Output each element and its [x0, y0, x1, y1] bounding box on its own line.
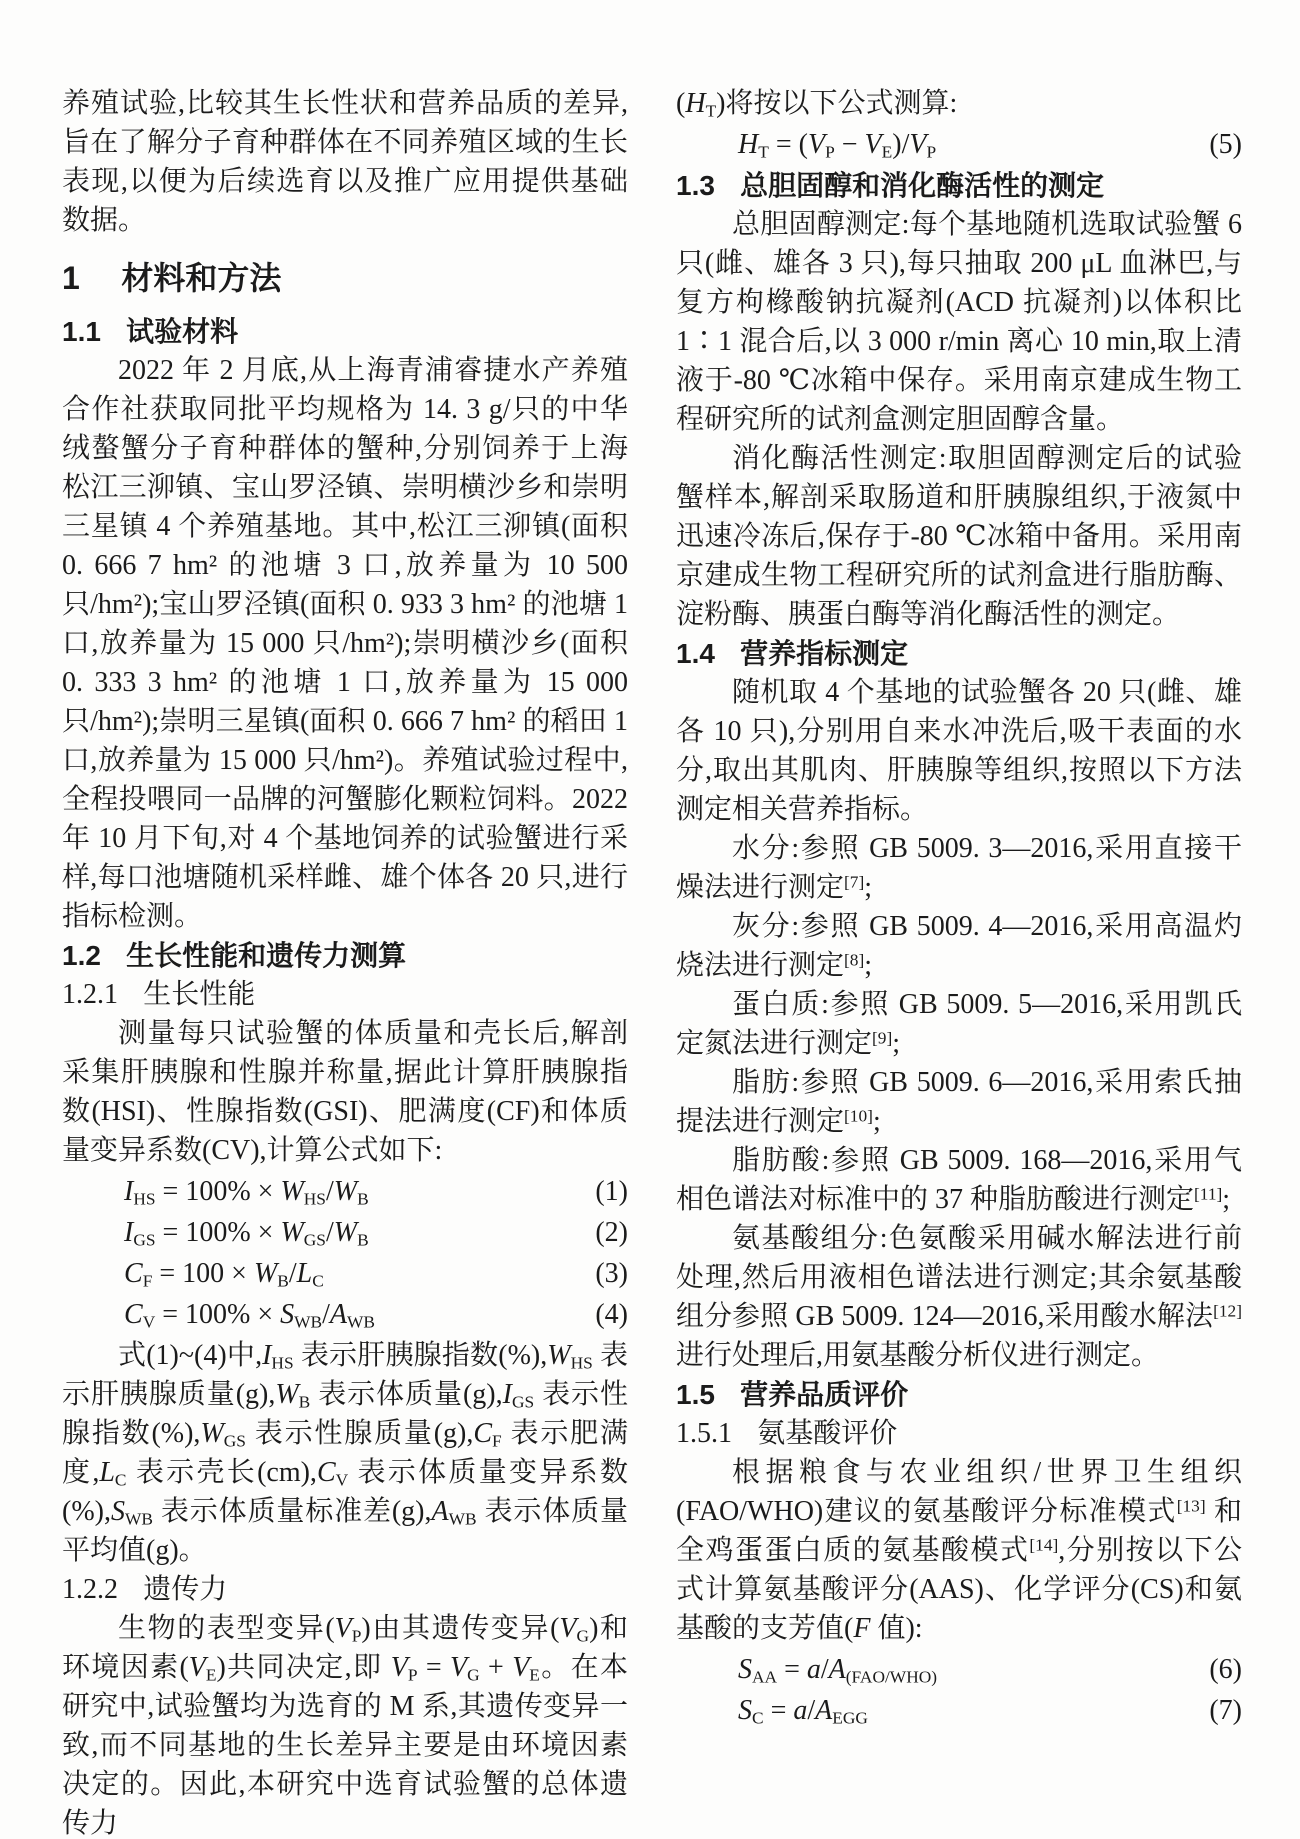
equation-5 [676, 125, 1242, 164]
equation-number: (5) [1209, 129, 1242, 160]
paragraph-fat-method: 脂肪:参照 GB 5009. 6—2016,采用索氏抽提法进行测定[10]; [676, 1067, 1242, 1137]
right-column [676, 84, 1242, 1839]
section-title: 氨基酸评价 [757, 1418, 898, 1449]
equation-body: SAA = a/A(FAO/WHO) [738, 1654, 938, 1687]
equation-body: IHS = 100% × WHS/WB [124, 1176, 369, 1209]
section-1-1-heading [62, 312, 628, 351]
equation-body: SC = a/AEGG [738, 1695, 868, 1728]
equation-number: (1) [595, 1176, 628, 1207]
section-title: 生长性能 [143, 979, 256, 1010]
equation-number: (3) [595, 1258, 628, 1289]
section-title: 营养品质评价 [740, 1379, 909, 1410]
paragraph-fatty-acid-method: 脂肪酸:参照 GB 5009. 168—2016,采用气相色谱法对标准中的 37 种脂肪酸进行测定[11]; [676, 1145, 1242, 1215]
equation-body: IGS = 100% × WGS/WB [124, 1217, 369, 1250]
section-title: 营养指标测定 [740, 638, 909, 669]
two-column-layout [62, 84, 1243, 1839]
equation-number: (2) [595, 1217, 628, 1248]
section-1-5-heading [676, 1375, 1242, 1414]
paragraph-ht-formula-intro: (HT)将按以下公式测算: [676, 88, 958, 121]
section-number: 1.2.1 [62, 979, 118, 1010]
paragraph-heritability: 生物的表型变异(VP)由其遗传变异(VG)和环境因素(VE)共同决定,即 VP = VG + VE。在本研究中,试验蟹均为选育的 M 系,其遗传变异一致,而不同基地的生长差异主要是由环境因素决定的。因此,本研究中选育试验蟹的总体遗传力 [62, 1613, 629, 1839]
equation-number: (6) [1209, 1654, 1242, 1685]
paragraph-cholesterol: 总胆固醇测定:每个基地随机选取试验蟹 6 只(雌、雄各 3 只),每只抽取 200 μL 血淋巴,与复方枸橼酸钠抗凝剂(ACD 抗凝剂)以体积比 1∶1 混合后,以 3 000 r/min 离心 10 min,取上清液于-80 ℃冰箱中保存。采用南京建成生物工程研究所的试剂盒测定胆固醇含量。 [676, 209, 1242, 435]
section-title: 材料和方法 [121, 260, 282, 296]
equation-3 [62, 1254, 628, 1293]
equation-4 [62, 1295, 628, 1334]
section-1-2-2-heading [62, 1570, 628, 1609]
paragraph-ash-method: 灰分:参照 GB 5009. 4—2016,采用高温灼烧法进行测定[8]; [676, 911, 1242, 981]
section-title: 总胆固醇和消化酶活性的测定 [740, 170, 1105, 201]
section-1-5-1-heading [676, 1414, 1242, 1453]
paragraph-variable-definitions: 式(1)~(4)中,IHS 表示肝胰腺指数(%),WHS 表示肝胰腺质量(g),WB 表示体质量(g),IGS 表示性腺指数(%),WGS 表示性腺质量(g),CF 表示肥满度,LC 表示壳长(cm),CV 表示体质量变异系数(%),SWB 表示体质量标准差(g),AWB 表示体质量平均值(g)。 [62, 1340, 628, 1566]
paragraph-protein-method: 蛋白质:参照 GB 5009. 5—2016,采用凯氏定氮法进行测定[9]; [676, 989, 1242, 1059]
equation-1 [62, 1172, 628, 1211]
section-number: 1.3 [676, 170, 715, 201]
paragraph-nutrition-sampling: 随机取 4 个基地的试验蟹各 20 只(雌、雄各 10 只),分别用自来水冲洗后,吸干表面的水分,取出其肌肉、肝胰腺等组织,按照以下方法测定相关营养指标。 [676, 677, 1242, 825]
section-title: 试验材料 [126, 316, 239, 347]
section-1-3-heading [676, 166, 1242, 205]
section-1-4-heading [676, 634, 1242, 673]
section-1-2-1-heading [62, 975, 628, 1014]
paragraph-amino-acid-method: 氨基酸组分:色氨酸采用碱水解法进行前处理,然后用液相色谱法进行测定;其余氨基酸组分参照 GB 5009. 124—2016,采用酸水解法[12] 进行处理后,用氨基酸分析仪进行测定。 [676, 1223, 1242, 1371]
section-number: 1.4 [676, 638, 715, 669]
equation-body: CF = 100 × WB/LC [124, 1258, 324, 1291]
equation-6 [676, 1650, 1242, 1689]
section-title: 遗传力 [143, 1574, 228, 1605]
paragraph-moisture-method: 水分:参照 GB 5009. 3—2016,采用直接干燥法进行测定[7]; [676, 833, 1242, 903]
left-column [62, 84, 628, 1839]
section-number: 1.5 [676, 1379, 715, 1410]
section-1-heading [62, 257, 628, 299]
paragraph-growth-performance: 测量每只试验蟹的体质量和壳长后,解剖采集肝胰腺和性腺并称量,据此计算肝胰腺指数(HSI)、性腺指数(GSI)、肥满度(CF)和体质量变异系数(CV),计算公式如下: [62, 1018, 628, 1166]
paragraph-amino-acid-evaluation: 根据粮食与农业组织/世界卫生组织(FAO/WHO)建议的氨基酸评分标准模式[13] 和全鸡蛋蛋白质的氨基酸模式[14],分别按以下公式计算氨基酸评分(AAS)、化学评分(CS)和氨基酸的支芳值(F 值): [676, 1457, 1242, 1644]
section-number: 1.1 [62, 316, 101, 347]
section-title: 生长性能和遗传力测算 [126, 940, 407, 971]
section-number: 1.2 [62, 940, 101, 971]
equation-2 [62, 1213, 628, 1252]
section-1-2-heading [62, 936, 628, 975]
equation-body: HT = (VP − VE)/VP [738, 129, 937, 162]
section-number: 1 [62, 260, 80, 296]
equation-7 [676, 1691, 1242, 1730]
equation-number: (4) [595, 1299, 628, 1330]
equation-body: CV = 100% × SWB/AWB [124, 1299, 375, 1332]
paragraph-intro-continued: 养殖试验,比较其生长性状和营养品质的差异,旨在了解分子育种群体在不同养殖区域的生长表现,以便为后续选育以及推广应用提供基础数据。 [62, 88, 628, 236]
section-number: 1.5.1 [676, 1418, 732, 1449]
section-number: 1.2.2 [62, 1574, 118, 1605]
equation-number: (7) [1209, 1695, 1242, 1726]
paragraph-experimental-material: 2022 年 2 月底,从上海青浦睿捷水产养殖合作社获取同批平均规格为 14. 3 g/只的中华绒螯蟹分子育种群体的蟹种,分别饲养于上海松江三泖镇、宝山罗泾镇、崇明横沙乡和崇明三星镇 4 个养殖基地。其中,松江三泖镇(面积 0. 666 7 hm² 的池塘 3 口,放养量为 10 500 只/hm²);宝山罗泾镇(面积 0. 933 3 hm² 的池塘 1 口,放养量为 15 000 只/hm²);崇明横沙乡(面积 0. 333 3 hm² 的池塘 1 口,放养量为 15 000 只/hm²);崇明三星镇(面积 0. 666 7 hm² 的稻田 1 口,放养量为 15 000 只/hm²)。养殖试验过程中,全程投喂同一品牌的河蟹膨化颗粒饲料。2022 年 10 月下旬,对 4 个基地饲养的试验蟹进行采样,每口池塘随机采样雌、雄个体各 20 只,进行指标检测。 [62, 355, 628, 932]
paragraph-digestive-enzyme: 消化酶活性测定:取胆固醇测定后的试验蟹样本,解剖采取肠道和肝胰腺组织,于液氮中迅速冷冻后,保存于-80 ℃冰箱中备用。采用南京建成生物工程研究所的试剂盒进行脂肪酶、淀粉酶、胰蛋白酶等消化酶活性的测定。 [676, 443, 1242, 630]
